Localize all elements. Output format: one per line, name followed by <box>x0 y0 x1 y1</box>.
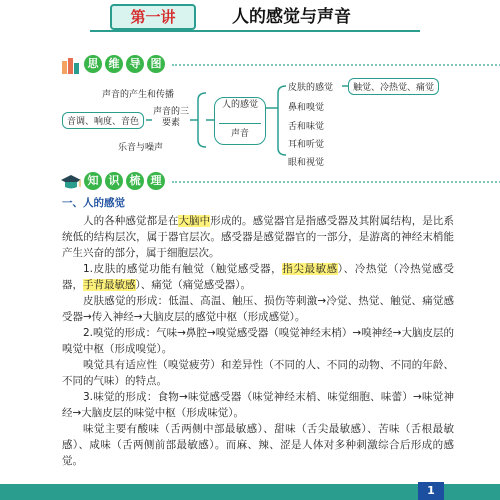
knowledge-content <box>62 195 454 469</box>
mindmap-center-bottom: 声音 <box>230 129 249 139</box>
mindmap-node: 眼和视觉 <box>288 158 325 168</box>
books-icon <box>60 55 82 75</box>
paragraph: 味觉主要有酸味（舌两侧中部最敏感）、甜味（舌尖最敏感）、苦味（舌根最敏感）、咸味（舌两侧前部最敏感）。而麻、辣、涩是人体对多种刺激综合后形成的感觉。 <box>62 423 454 467</box>
section-char: 识 <box>105 172 123 190</box>
page-number: 1 <box>418 482 444 500</box>
section-char: 知 <box>84 172 102 190</box>
header-rule <box>90 30 420 32</box>
mindmap-center-top: 人的感觉 <box>221 100 258 110</box>
section-char: 梳 <box>126 172 144 190</box>
highlight: 指尖最敏感 <box>282 263 338 275</box>
mindmap-node: 舌和味觉 <box>288 122 325 132</box>
mindmap-node: 声音的三要素 <box>152 107 189 128</box>
paragraph: 嗅觉具有适应性（嗅觉疲劳）和差异性（不同的人、不同的动物、不同的年龄、不同的气味）的特点。 <box>62 359 454 387</box>
text: ）、冷热觉（冷热觉感受器， <box>62 263 455 291</box>
section-char: 图 <box>147 55 165 73</box>
paragraph: 3.味觉的形成：食物→味觉感受器（味觉神经末梢、味觉细胞、味蕾）→味觉神经→大脑皮层的味觉中枢（形成味觉）。 <box>62 391 454 419</box>
paragraph <box>62 261 454 293</box>
mindmap-node: 触觉、冷热觉、痛觉 <box>348 78 439 95</box>
graduation-cap-icon <box>60 172 82 192</box>
mindmap-node: 耳和听觉 <box>288 140 325 150</box>
text: ）、痛觉（痛觉感受器）。 <box>135 279 251 291</box>
mindmap-node: 乐音与噪声 <box>118 143 164 153</box>
lesson-badge: 第一讲 <box>110 4 196 30</box>
mindmap-center <box>214 97 266 145</box>
mindmap-node: 声音的产生和传播 <box>102 90 175 100</box>
section-divider <box>172 64 500 66</box>
section-char: 维 <box>105 55 123 73</box>
mindmap-node: 鼻和嗅觉 <box>288 103 325 113</box>
lesson-header <box>110 4 410 30</box>
paragraph <box>62 213 454 261</box>
paragraph: 皮肤感觉的形成：低温、高温、触压、损伤等刺激→冷觉、热觉、触觉、痛觉感受器→传入神经→大脑皮层的感觉中枢（形成感觉）。 <box>62 295 454 323</box>
section-char: 思 <box>84 55 102 73</box>
text: 人的各种感觉都是在 <box>83 215 179 227</box>
mindmap-center-divider <box>219 123 261 124</box>
content-heading: 一、人的感觉 <box>62 197 125 209</box>
highlight: 手背最敏感 <box>83 279 136 291</box>
lesson-title: 人的感觉与声音 <box>232 7 351 27</box>
section-char: 导 <box>126 55 144 73</box>
highlight: 大脑中 <box>178 215 211 227</box>
mindmap-node: 音调、响度、音色 <box>62 112 144 129</box>
section-divider <box>172 181 500 183</box>
section-char: 理 <box>147 172 165 190</box>
mindmap-node: 皮肤的感觉 <box>288 83 334 93</box>
paragraph: 2.嗅觉的形成：气味→鼻腔→嗅觉感受器（嗅觉神经末梢）→嗅神经→大脑皮层的嗅觉中枢（形成嗅觉）。 <box>62 327 454 355</box>
text: 1.皮肤的感觉功能有触觉（触觉感受器， <box>83 263 283 275</box>
text: 形成的。感觉器官是指感受器及其附属结构，是比系统低的结构层次，属于器官层次。感受器是感觉器官的一部分，是游离的神经末梢能产生兴奋的部分，属于细胞层次。 <box>62 215 455 259</box>
